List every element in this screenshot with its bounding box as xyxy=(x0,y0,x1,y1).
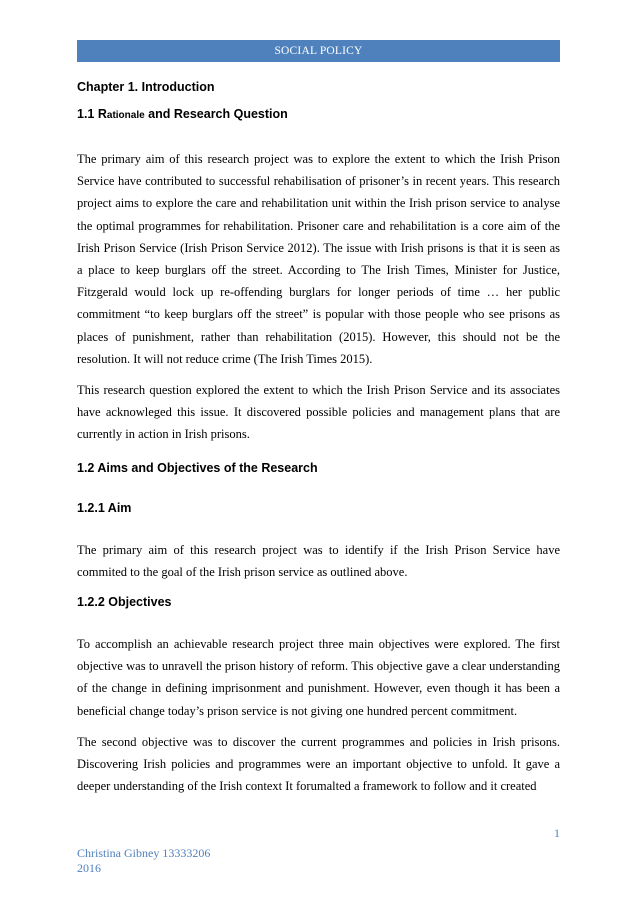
page-content xyxy=(77,78,560,797)
section-first-letter: R xyxy=(97,107,107,121)
page-number: 1 xyxy=(554,826,560,840)
footer-year: 2016 xyxy=(77,861,101,875)
section-heading-1-2-2: 1.2.2 Objectives xyxy=(77,595,172,610)
section-rest: and Research Question xyxy=(144,107,288,121)
footer-author: Christina Gibney 13333206 xyxy=(77,846,211,860)
page-header xyxy=(77,40,560,62)
section-heading-1-1 xyxy=(77,105,560,125)
header-title: SOCIAL POLICY xyxy=(274,45,363,57)
paragraph-aim: The primary aim of this research project was to identify if the Irish Prison Service have commited to the goal of the Irish prison service as outlined above. xyxy=(77,542,560,579)
section-number: 1.1 xyxy=(77,107,98,121)
paragraph-objectives-2: The second objective was to discover the current programmes and policies in Irish prisons. Discovering Irish policies and programmes were an important objective to unfold. It gave a deeper understanding of the Irish context It forumalted a framework to follow and it created xyxy=(77,734,560,794)
section-heading-1-2-1: 1.2.1 Aim xyxy=(77,500,132,515)
paragraph-research-question: This research question explored the extent to which the Irish Prison Service and its associates have acknowleged this issue. It discovered possible policies and management plans that are currently in action in Irish prisons. xyxy=(77,383,560,442)
chapter-heading: Chapter 1. Introduction xyxy=(77,80,215,94)
paragraph-objectives-1: To accomplish an achievable research project three main objectives were explored. The first objective was to unravell the prison history of reform. This objective gave a clear understanding of the change in defining imprisonment and punishment. However, even though it has been a beneficial change today’s prison service is not giving one hundred percent commitment. xyxy=(77,637,560,718)
paragraph-rationale: The primary aim of this research project was to explore the extent to which the Irish Prison Service have contributed to successful rehabilisation of prisoner’s in recent years. This research project aims to explore the care and rehabilitation unit within the Irish prison service to analyse the optimal programmes for rehabilitation. Prisoner care and rehabilitation is a core aim of the Irish Prison Service (Irish Prison Service 2012). The issue with Irish prisons is that it is seen as a place to keep burglars off the street. According to The Irish Times, Minister for Justice, Fitzgerald would lock up re-offending burglars for longer periods of time … her public commitment “to keep burglars off the street” is popular with those people who see prisons as places of punishment, rather than rehabilitation (2015). However, this should not be the resolution. It will not reduce crime (The Irish Times 2015). xyxy=(77,152,560,366)
section-smallcaps: ationale xyxy=(106,110,145,121)
footer-author-block xyxy=(77,846,210,876)
section-heading-1-2: 1.2 Aims and Objectives of the Research xyxy=(77,460,318,475)
